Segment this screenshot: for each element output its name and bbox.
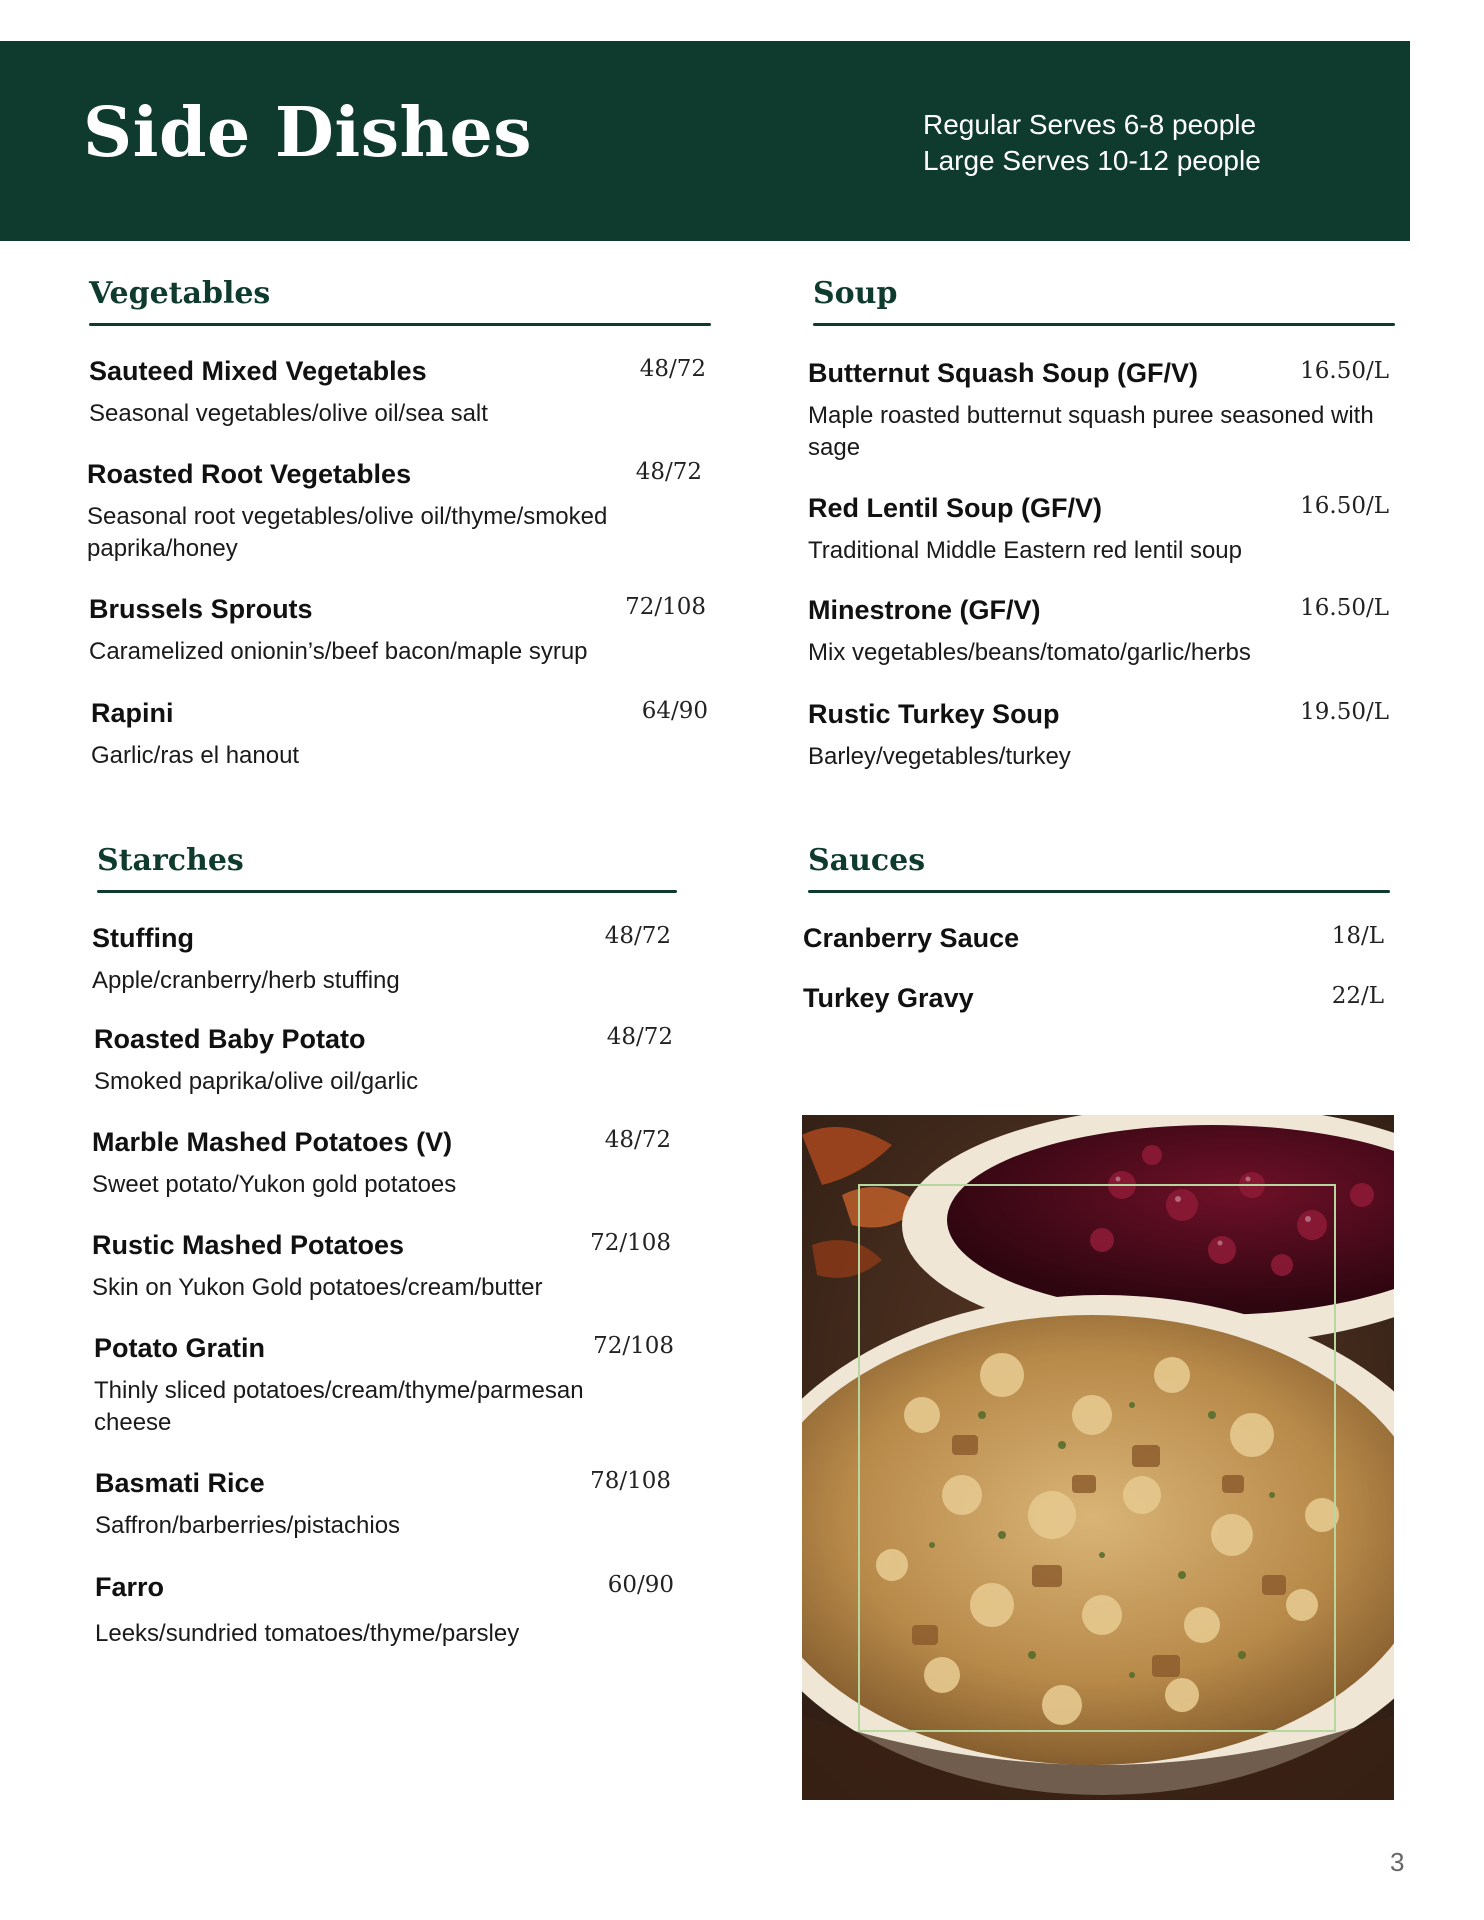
item-name: Cranberry Sauce xyxy=(803,923,1020,953)
item-description: Apple/cranberry/herb stuffing xyxy=(92,967,400,994)
item-description: Caramelized onionin’s/beef bacon/maple syrup xyxy=(89,638,588,665)
serving-sizes xyxy=(923,107,1261,179)
item-name: Minestrone (GF/V) xyxy=(808,595,1041,625)
sauces-divider xyxy=(808,890,1390,893)
starches-divider xyxy=(97,890,677,893)
starches-heading: Starches xyxy=(97,843,244,878)
item-price: 18/L xyxy=(1331,923,1384,949)
item-description: Thinly sliced potatoes/cream/thyme/parmesan cheese xyxy=(94,1377,584,1436)
item-price: 48/72 xyxy=(604,923,671,949)
item-description: Leeks/sundried tomatoes/thyme/parsley xyxy=(95,1620,520,1647)
item-price: 16.50/L xyxy=(1300,358,1389,384)
item-name: Basmati Rice xyxy=(95,1468,265,1498)
regular-serves-text: Regular Serves 6-8 people xyxy=(923,109,1257,140)
header-banner xyxy=(0,41,1410,241)
item-name: Roasted Baby Potato xyxy=(94,1024,366,1054)
item-name: Stuffing xyxy=(92,923,194,953)
item-price: 64/90 xyxy=(641,698,708,724)
item-price: 22/L xyxy=(1331,983,1384,1009)
item-description: Skin on Yukon Gold potatoes/cream/butter xyxy=(92,1274,543,1301)
soup-section xyxy=(808,276,1395,796)
item-price: 48/72 xyxy=(604,1127,671,1153)
page-number: 3 xyxy=(1390,1847,1405,1877)
item-name: Butternut Squash Soup (GF/V) xyxy=(808,358,1198,388)
starches-section xyxy=(92,843,677,1673)
item-description: Maple roasted butternut squash puree seasoned with sage xyxy=(808,402,1374,461)
item-price: 72/108 xyxy=(593,1333,674,1359)
item-price: 72/108 xyxy=(625,594,706,620)
item-price: 72/108 xyxy=(590,1230,671,1256)
item-name: Potato Gratin xyxy=(94,1333,266,1363)
vegetables-divider xyxy=(89,323,711,326)
item-name: Rapini xyxy=(91,698,174,728)
item-price: 60/90 xyxy=(607,1572,674,1598)
item-description: Mix vegetables/beans/tomato/garlic/herbs xyxy=(808,639,1251,666)
item-description: Traditional Middle Eastern red lentil soup xyxy=(808,537,1243,564)
item-name: Roasted Root Vegetables xyxy=(87,459,412,489)
sauces-section xyxy=(803,843,1390,1023)
page-title: Side Dishes xyxy=(83,93,532,173)
item-name: Marble Mashed Potatoes (V) xyxy=(92,1127,453,1157)
soup-divider xyxy=(813,323,1395,326)
item-description: Garlic/ras el hanout xyxy=(91,742,300,769)
item-price: 16.50/L xyxy=(1300,493,1389,519)
item-description: Sweet potato/Yukon gold potatoes xyxy=(92,1171,457,1198)
item-description: Barley/vegetables/turkey xyxy=(808,743,1071,770)
item-name: Brussels Sprouts xyxy=(89,594,313,624)
item-description: Smoked paprika/olive oil/garlic xyxy=(94,1068,419,1095)
item-name: Red Lentil Soup (GF/V) xyxy=(808,493,1102,523)
item-price: 48/72 xyxy=(635,459,702,485)
item-description: Seasonal root vegetables/olive oil/thyme/smoked paprika/honey xyxy=(87,503,608,562)
item-name: Sauteed Mixed Vegetables xyxy=(89,356,427,386)
item-price: 19.50/L xyxy=(1300,699,1389,725)
item-name: Turkey Gravy xyxy=(803,983,974,1013)
vegetables-section xyxy=(89,276,711,796)
item-name: Rustic Turkey Soup xyxy=(808,699,1060,729)
sauces-heading: Sauces xyxy=(808,843,926,878)
item-name: Rustic Mashed Potatoes xyxy=(92,1230,405,1260)
item-description: Saffron/barberries/pistachios xyxy=(95,1512,401,1539)
item-description: Seasonal vegetables/olive oil/sea salt xyxy=(89,400,488,427)
item-price: 48/72 xyxy=(639,356,706,382)
vegetables-heading: Vegetables xyxy=(89,276,271,311)
item-price: 16.50/L xyxy=(1300,595,1389,621)
item-name: Farro xyxy=(95,1572,165,1602)
soup-heading: Soup xyxy=(813,276,898,311)
photo-frame xyxy=(858,1184,1336,1732)
large-serves-text: Large Serves 10-12 people xyxy=(923,145,1261,176)
item-price: 48/72 xyxy=(606,1024,673,1050)
item-price: 78/108 xyxy=(590,1468,671,1494)
